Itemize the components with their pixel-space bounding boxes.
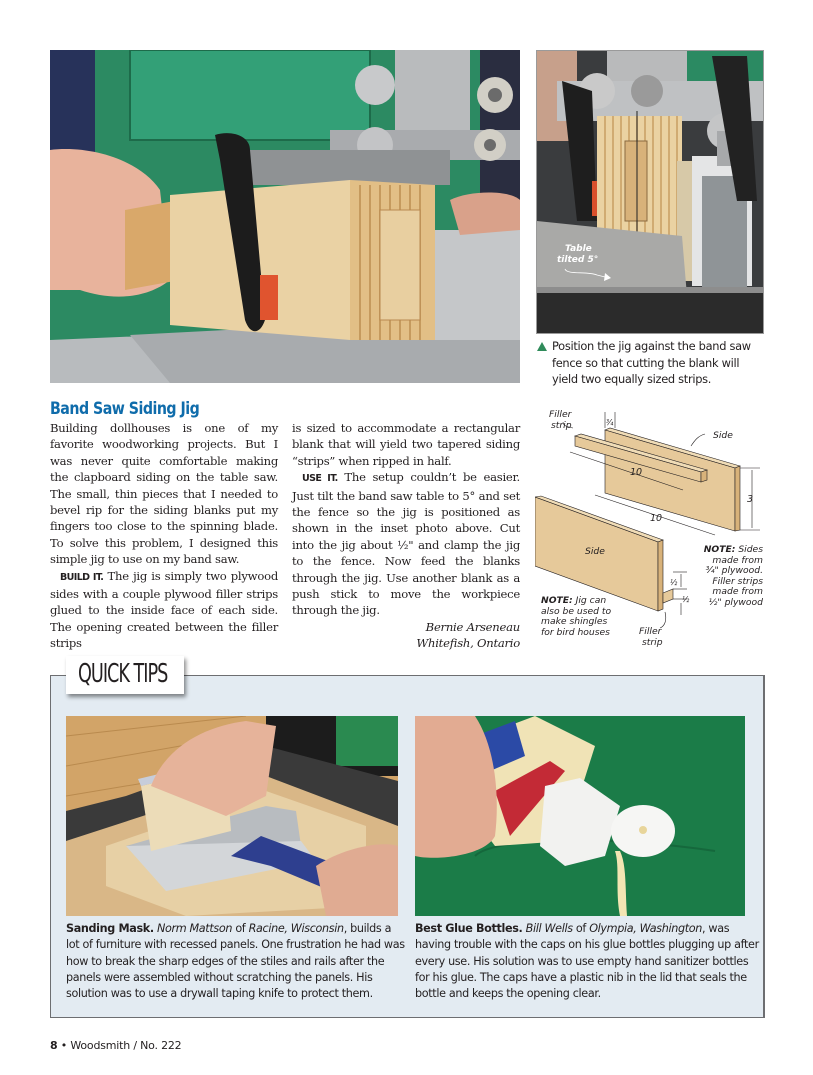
sanding-mask-photo-illustration <box>66 716 398 916</box>
inset-photo-illustration <box>537 51 763 333</box>
tip-2-author: Bill Wells <box>525 922 573 935</box>
article-column-1 <box>50 420 278 652</box>
quick-tips-header-tab <box>66 656 184 694</box>
note-sides-plywood: NOTE: Sides made from ¾" plywood. Filler strips made from ½" plywood <box>703 544 763 608</box>
caption-text: Position the jig against the band saw fence so that cutting the blank will yield two equally sized strips. <box>552 339 751 386</box>
use-it-paragraph <box>292 469 520 619</box>
tip-photo-glue-bottle <box>415 716 745 916</box>
jig-exploded-diagram <box>535 400 775 650</box>
build-it-paragraph <box>50 568 278 652</box>
quick-tips-title: QUICK TIPS <box>78 659 168 689</box>
use-it-text: The setup couldn’t be easier. Just tilt the band saw table to 5° and set the fence so the jig is positioned as shown in the inset photo above. Cut into the jig about ½" and clamp the jig to the fence. Now feed the blanks through the jig. Use another blank as a push stick to move the workpiece through the jig. <box>292 470 520 618</box>
tip-1-body: , builds a lot of furniture with recessed panels. One frustration he had was how to break the sharp edges of the stiles and rails after the panels were assembled without scratching the panels. His solution was to use a drywall taping knife to protect them. <box>66 922 405 1001</box>
glue-bottle-photo-illustration <box>415 716 745 916</box>
tip-sanding-mask-text: Sanding Mask. Norm Mattson of Racine, Wisconsin, builds a lot of furniture with recessed panels. One frustration he had was how to break the sharp edges of the stiles and rails after the panels were assembled without scratching the panels. His solution was to use a drywall taping knife to protect them. <box>66 922 405 1001</box>
tip-1-title: Sanding Mask. <box>66 922 154 935</box>
tip-glue-bottles-text: Best Glue Bottles. Bill Wells of Olympia, Washington, was having trouble with the caps on his glue bottles plugging up after every use. His solution was to use empty hand sanitizer bottles for his glue. The caps have a plastic nib in the lid that seals the bottle and keeps the opening clear. <box>415 922 759 1001</box>
page-number: 8 <box>50 1039 58 1052</box>
inset-photo-caption <box>537 338 767 388</box>
build-it-continued: is sized to accommodate a rectangular blank that will yield two tapered siding “strips” when ripped in half. <box>292 421 520 468</box>
dim-10-filler: 10 <box>630 467 643 478</box>
dim-half-a: ½ <box>670 578 678 587</box>
main-photo-band-saw-jig <box>50 50 520 383</box>
author-name: Bernie Arseneau <box>425 619 520 634</box>
use-it-runin: USE IT. <box>302 473 338 485</box>
dim-half-b: ½ <box>682 595 690 604</box>
label-filler-strip-top: Filler strip <box>549 409 572 431</box>
tip-1-author: Norm Mattson <box>156 922 233 935</box>
inset-photo-jig-on-fence <box>536 50 764 334</box>
label-side-top: Side <box>713 430 733 441</box>
article-column-2 <box>292 420 520 652</box>
tip-2-title: Best Glue Bottles. <box>415 922 523 935</box>
note-jig-shingles: NOTE: Jig can also be used to make shingles for bird houses <box>541 595 612 638</box>
label-side-bottom: Side <box>585 546 605 557</box>
author-location: Whitefish, Ontario <box>416 636 520 651</box>
tip-photo-sanding-mask <box>66 716 398 916</box>
triangle-up-icon <box>537 342 547 351</box>
bullet-separator: • <box>60 1039 68 1052</box>
tip-2-body: , was having trouble with the caps on his glue bottles plugging up after every use. His solution was to use empty hand sanitizer bottles for his glue. The caps have a plastic nib in the lid that seals the bottle and keeps the opening clear. <box>415 922 759 1001</box>
tip-1-place: Racine, Wisconsin <box>248 922 344 935</box>
tip-2-place: Olympia, Washington <box>589 922 702 935</box>
dim-10-side: 10 <box>650 513 663 524</box>
article-title: Band Saw Siding Jig <box>50 399 200 418</box>
build-it-text: The jig is simply two plywood sides with a couple plywood filler strips glued to the inside face of each side. The opening created between the filler strips <box>50 568 278 651</box>
inset-table-label-line2: tilted 5° <box>557 255 599 265</box>
article-intro: Building dollhouses is one of my favorite woodworking projects. But I was never quite comfortable making the clapboard siding on the table saw. The small, thin pieces that I needed to bevel rip for the siding blanks put my fingers too close to the spinning blade. To solve this problem, I designed this simple jig to use on my band saw. <box>50 421 278 567</box>
build-it-runin: BUILD IT. <box>60 571 104 583</box>
dim-three-quarter: ¾ <box>606 418 614 427</box>
band-saw-photo-illustration <box>50 50 520 383</box>
label-filler-strip-bottom: Filler strip <box>639 626 663 648</box>
dim-3-height: 3 <box>747 494 754 505</box>
publication-issue: Woodsmith / No. 222 <box>70 1039 182 1052</box>
page-footer <box>50 1039 181 1052</box>
inset-table-label-line1: Table <box>565 244 592 254</box>
